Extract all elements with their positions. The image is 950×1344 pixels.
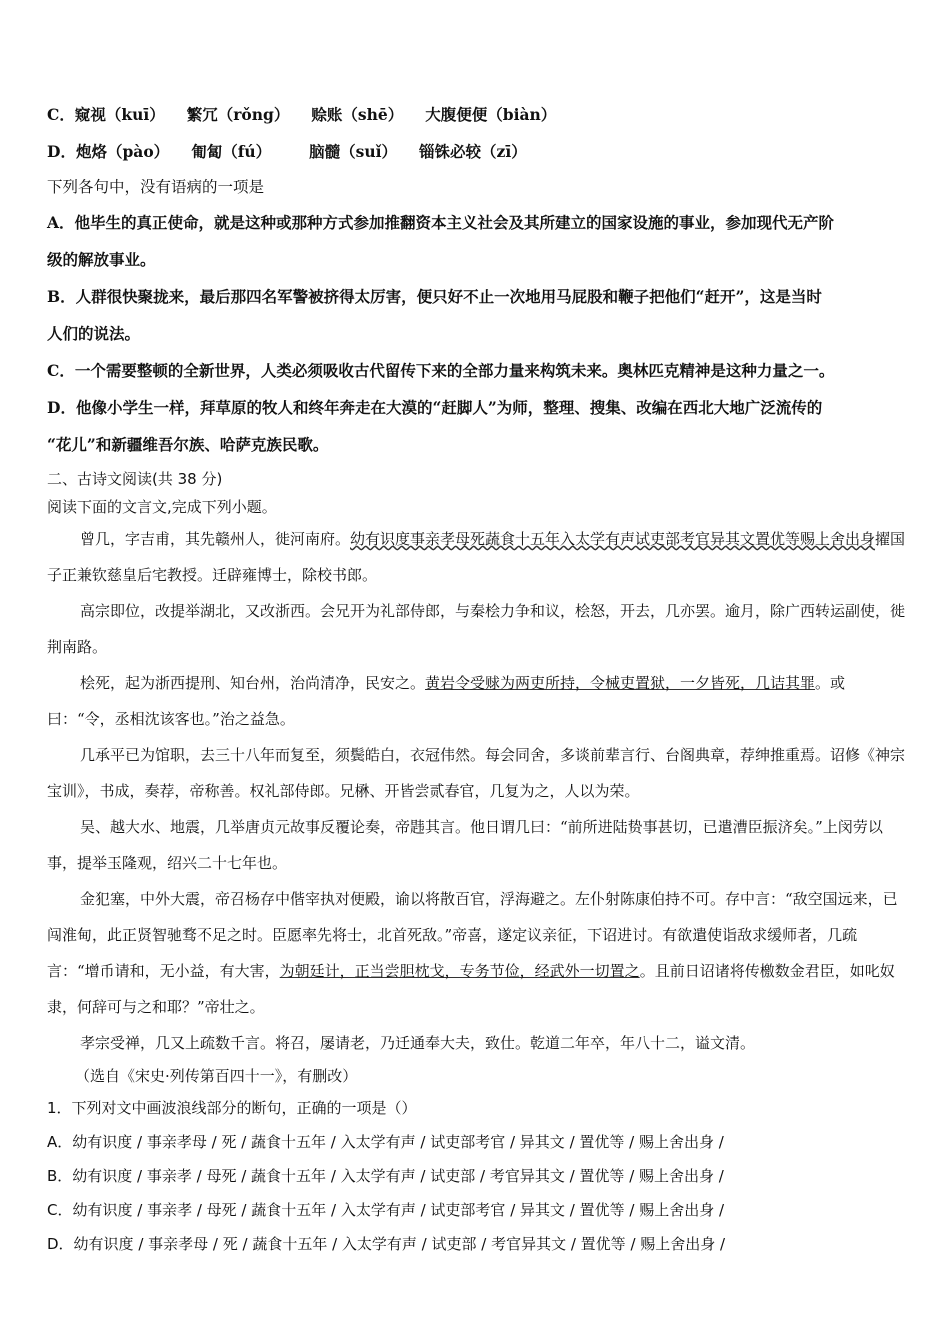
option-label: C．: [47, 105, 75, 124]
q1-option-a: A．幼有识度 / 事亲孝母 / 死 / 蔬食十五年 / 入太学有声 / 试吏部考官 / 异其文 / 置优等 / 赐上舍出身 /: [47, 1133, 724, 1151]
passage-paragraph-2: 高宗即位，改提举湖北，又改浙西。会兄开为礼部侍郎，与秦桧力争和议，桧怒，开去，几亦罢。逾月，除广西转运副使，徙荆南路。: [47, 602, 906, 656]
grammar-option-d-cont: “花儿”和新疆维吾尔族、哈萨克族民歌。: [47, 435, 329, 454]
document-page: [47, 96, 907, 1261]
prev-option-c: [47, 96, 907, 133]
option-item: 赊账（shē）: [311, 105, 404, 124]
option-item: 脑髓（suǐ）: [309, 142, 398, 161]
passage-paragraph-6: [47, 881, 907, 1025]
passage-text: 擢国子正兼钦慈皇后宅教授。迁辟雍博士，除校书郎。: [47, 530, 906, 584]
underlined-text: 为朝廷计，正当尝胆枕戈，专务节俭，经武外一切置之: [279, 962, 640, 980]
grammar-option-b-cont: 人们的说法。: [47, 324, 141, 343]
passage-text: 曾几，字吉甫，其先赣州人，徙河南府。: [80, 530, 351, 548]
passage-text: 桧死，起为浙西提刑、知台州，治尚清净，民安之。: [80, 674, 426, 692]
grammar-option-c: C．一个需要整顿的全新世界，人类必须吸收古代留传下来的全部力量来构筑未来。奥林匹克精神是这种力量之一。: [47, 361, 835, 380]
grammar-option-a-cont: 级的解放事业。: [47, 250, 156, 269]
option-item: 繁冗（rǒng）: [186, 105, 290, 124]
q1-option-d: D．幼有识度 / 事亲孝母 / 死 / 蔬食十五年 / 入太学有声 / 试吏部 / 考官异其文 / 置优等 / 赐上舍出身 /: [47, 1235, 726, 1253]
grammar-option-d: D．他像小学生一样，拜草原的牧人和终年奔走在大漠的“赶脚人”为师，整理、搜集、改编在西北大地广泛流传的: [47, 398, 823, 417]
grammar-option-a: A．他毕生的真正使命，就是这种或那种方式参加推翻资本主义社会及其所建立的国家设施的事业，参加现代无产阶: [47, 213, 835, 232]
q1-stem: 1．下列对文中画波浪线部分的断句，正确的一项是（）: [47, 1099, 417, 1117]
option-item: 窥视（kuī）: [74, 105, 165, 124]
grammar-option-b: B．人群很快聚拢来，最后那四名军警被挤得太厉害，便只好不止一次地用马屁股和鞭子把他们“赶开”，这是当时: [47, 287, 822, 306]
passage-paragraph-5: 吴、越大水、地震，几举唐贞元故事反覆论奏，帝韪其言。他日谓几曰：“前所进陆贽事甚切，已遣漕臣振济矣。”上闵劳以事，提举玉隆观，绍兴二十七年也。: [47, 818, 883, 872]
wavy-underlined-text: 幼有识度事亲孝母死蔬食十五年入太学有声试吏部考官异其文置优等赐上舍出身: [350, 530, 876, 548]
passage-paragraph-4: 几承平已为馆职，去三十八年而复至，须鬓皓白，衣冠伟然。每会同舍，多谈前辈言行、台阁典章，荐绅推重焉。诏修《神宗宝训》，书成，奏荐，帝称善。权礼部侍郎。兄楙、开皆尝贰春官，几复为之，人以为荣。: [47, 746, 906, 800]
section-instruction: 阅读下面的文言文,完成下列小题。: [47, 498, 277, 516]
option-label: D．: [47, 142, 76, 161]
option-item: 匍匐（fú）: [191, 142, 272, 161]
passage-text: 金犯塞，中外大震，帝召杨存中偕宰执对便殿，谕以将散百官，浮海避之。左仆射陈康伯持不可。存中言：“敌空国远来，已闯淮甸，此正贤智驰骛不足之时。臣愿率先将士，北首死敌。”帝喜，遂定议亲征，下诏进讨。有欲遣使诣敌求缓师者，几疏言：“增币请和，无小益，有大害，: [47, 890, 898, 980]
option-item: 炮烙（pào）: [75, 142, 170, 161]
passage-text: 。或曰：“令，丞相沈该客也。”治之益急。: [47, 674, 846, 728]
passage-paragraph-7: 孝宗受禅，几又上疏数千言。将召，屡请老，乃迁通奉大夫，致仕。乾道二年卒，年八十二，谥文清。: [80, 1034, 756, 1052]
passage-text: 。且前日诏诸将传檄数金君臣，如叱奴隶，何辞可与之和耶？”帝壮之。: [47, 962, 895, 1016]
passage-source: （选自《宋史·列传第百四十一》，有删改）: [75, 1067, 358, 1085]
underlined-text: 黄岩令受赇为两吏所持，令械吏置狱，一夕皆死，几诘其罪: [425, 674, 816, 692]
passage-paragraph-3: [47, 665, 907, 737]
q1-option-b: B．幼有识度 / 事亲孝 / 母死 / 蔬食十五年 / 入太学有声 / 试吏部 / 考官异其文 / 置优等 / 赐上舍出身 /: [47, 1167, 724, 1185]
passage-paragraph-1: [47, 521, 907, 593]
prev-option-d: [47, 133, 907, 170]
section-title: 二、古诗文阅读(共 38 分): [47, 470, 223, 488]
option-item: 大腹便便（biàn）: [425, 105, 557, 124]
grammar-question-stem: 下列各句中，没有语病的一项是: [47, 178, 265, 196]
option-item: 锱铢必较（zī）: [419, 142, 527, 161]
q1-option-c: C．幼有识度 / 事亲孝 / 母死 / 蔬食十五年 / 入太学有声 / 试吏部考官 / 异其文 / 置优等 / 赐上舍出身 /: [47, 1201, 725, 1219]
